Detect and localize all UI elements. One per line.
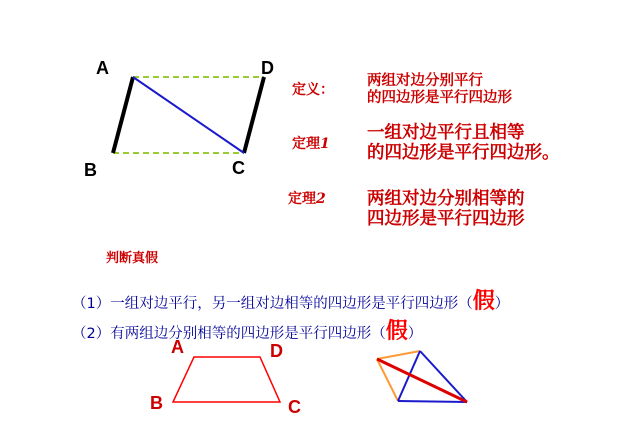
vertex-label-a: A (96, 58, 109, 78)
kite-diagonal-ac (377, 359, 467, 402)
trapezoid-label-d: D (270, 341, 283, 361)
definition-line-1: 两组对边分别平行 (367, 73, 483, 89)
judgement-title: 判断真假 (106, 251, 159, 266)
theorem1-term-prefix: 定理 (292, 136, 320, 152)
kite-diagonal-bd (398, 351, 420, 401)
statement-2-suffix: ） (407, 326, 423, 342)
statement-2-answer: 假 (385, 319, 408, 344)
theorem1-line-2: 的四边形是平行四边形。 (367, 143, 560, 164)
theorem2-line-1: 两组对边分别相等的 (367, 189, 525, 209)
definition-line-2: 的四边形是平行四边形 (367, 89, 512, 106)
kite-side-left-top (377, 351, 420, 359)
kite-side-bottom (398, 401, 467, 402)
theorem2-term-number: 2 (316, 191, 326, 207)
theorem1-line-1: 一组对边平行且相等 (367, 123, 525, 143)
trapezoid-label-c: C (288, 397, 301, 417)
statement-1-answer: 假 (472, 289, 495, 314)
statement-1-text: （1）一组对边平行，另一组对边相等的四边形是平行四边形（ (72, 296, 473, 312)
theorem1-term-number: 1 (320, 136, 330, 152)
vertex-label-c: C (232, 158, 245, 178)
vertex-label-d: D (261, 58, 274, 78)
theorem2-term-prefix: 定理 (288, 191, 316, 207)
trapezoid-label-a: A (171, 337, 184, 357)
statement-2-text: （2）有两组边分别相等的四边形是平行四边形（ (72, 326, 386, 342)
trapezoid-label-b: B (150, 393, 163, 413)
kite-side-right-top (420, 351, 467, 402)
definition-term: 定义： (292, 82, 334, 98)
statement-1-suffix: ） (494, 296, 510, 312)
theorem2-line-2: 四边形是平行四边形 (367, 209, 525, 230)
vertex-label-b: B (84, 160, 97, 180)
